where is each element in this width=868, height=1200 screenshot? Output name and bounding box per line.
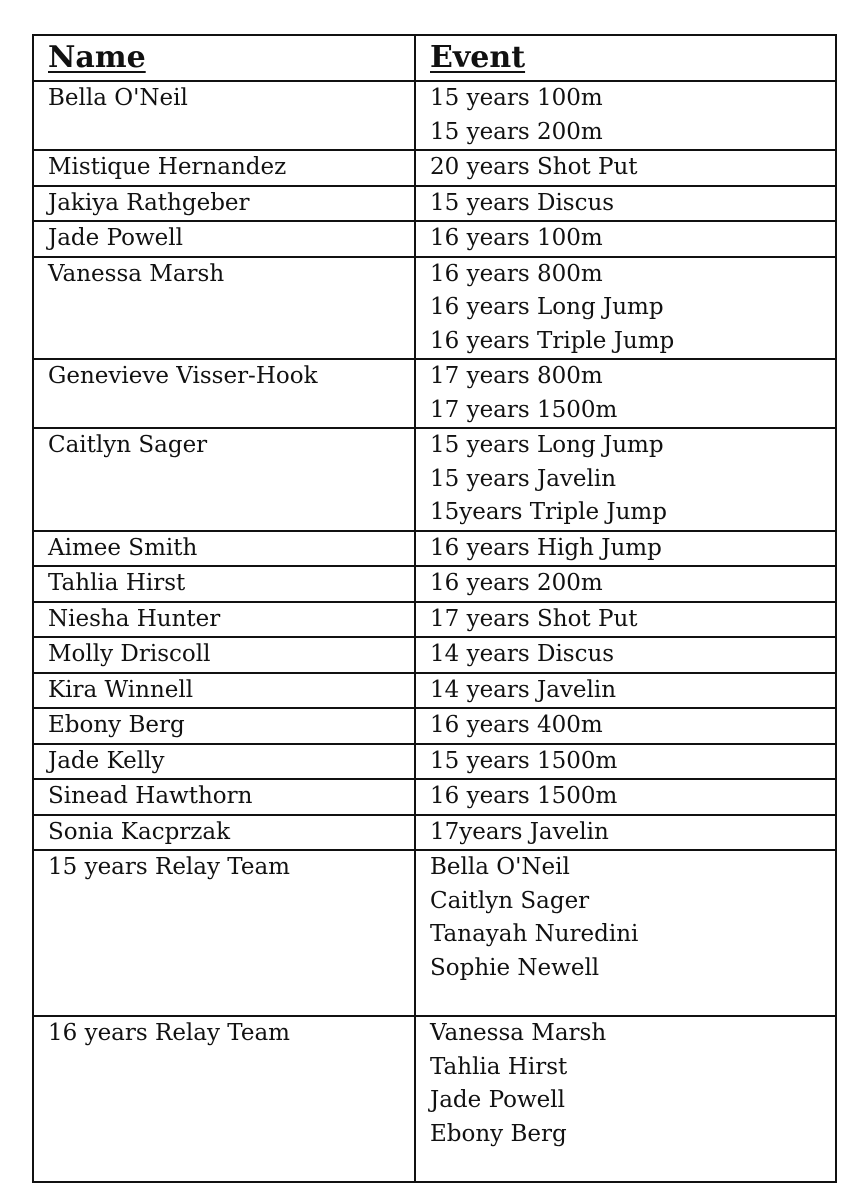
event-cell	[415, 1016, 836, 1182]
athlete-name-cell: 16 years Relay Team	[33, 1016, 415, 1182]
table-row	[33, 150, 836, 186]
athlete-name-cell: Mistique Hernandez	[33, 150, 415, 186]
header-event: Event	[415, 35, 836, 81]
athlete-name-cell: Kira Winnell	[33, 673, 415, 709]
event-cell	[415, 566, 836, 602]
athlete-name-cell: Jade Kelly	[33, 744, 415, 780]
event-line: 16 years Long Jump	[430, 294, 664, 320]
table-row	[33, 81, 836, 150]
table-row	[33, 531, 836, 567]
event-line: Tahlia Hirst	[430, 1053, 568, 1080]
table-row	[33, 744, 836, 780]
table-row	[33, 428, 836, 531]
event-line: 20 years Shot Put	[430, 154, 638, 180]
event-line: 14 years Javelin	[430, 676, 617, 703]
header-row	[33, 35, 836, 81]
athlete-name-cell: Jakiya Rathgeber	[33, 186, 415, 222]
event-line: 16 years 800m	[430, 260, 603, 287]
event-line: 16 years 200m	[430, 570, 603, 596]
event-cell	[415, 850, 836, 1016]
event-line: Jade Powell	[430, 1087, 565, 1113]
athlete-name-cell: Sinead Hawthorn	[33, 779, 415, 815]
table-body	[33, 81, 836, 1182]
table-row	[33, 186, 836, 222]
event-line: Sophie Newell	[430, 954, 600, 981]
header-name: Name	[33, 35, 415, 81]
athlete-name-cell: Caitlyn Sager	[33, 428, 415, 531]
athlete-name-cell: Tahlia Hirst	[33, 566, 415, 602]
athlete-name-cell: Aimee Smith	[33, 531, 415, 567]
athlete-name-cell: 15 years Relay Team	[33, 850, 415, 1016]
event-line: Tanayah Nuredini	[430, 921, 639, 947]
event-cell	[415, 744, 836, 780]
athlete-name-cell: Molly Driscoll	[33, 637, 415, 673]
event-line: 16 years 100m	[430, 225, 603, 251]
event-line: 16 years 1500m	[430, 783, 618, 809]
athlete-name-cell: Niesha Hunter	[33, 602, 415, 638]
table-row	[33, 673, 836, 709]
event-cell	[415, 428, 836, 531]
athlete-name-cell: Ebony Berg	[33, 708, 415, 744]
event-line: 17 years 800m	[430, 363, 603, 389]
event-line: 15 years Discus	[430, 189, 615, 216]
event-cell	[415, 221, 836, 257]
event-line: Vanessa Marsh	[430, 1020, 607, 1046]
athlete-events-table	[32, 34, 837, 1183]
event-line: 17years Javelin	[430, 818, 609, 845]
event-line: Ebony Berg	[430, 1120, 567, 1147]
athlete-name-cell: Bella O'Neil	[33, 81, 415, 150]
table-row	[33, 637, 836, 673]
table-row	[33, 708, 836, 744]
table-row	[33, 566, 836, 602]
event-cell	[415, 815, 836, 851]
table-row	[33, 815, 836, 851]
event-cell	[415, 531, 836, 567]
event-line: Bella O'Neil	[430, 854, 570, 880]
table-row	[33, 359, 836, 428]
event-cell	[415, 186, 836, 222]
event-cell	[415, 602, 836, 638]
event-cell	[415, 637, 836, 673]
table-row	[33, 602, 836, 638]
athlete-name-cell: Vanessa Marsh	[33, 257, 415, 360]
event-line: 17 years Shot Put	[430, 605, 638, 632]
event-line: 16 years High Jump	[430, 534, 662, 561]
table-row	[33, 221, 836, 257]
event-cell	[415, 359, 836, 428]
event-cell	[415, 779, 836, 815]
event-cell	[415, 81, 836, 150]
athlete-name-cell: Sonia Kacprzak	[33, 815, 415, 851]
athlete-name-cell: Genevieve Visser-Hook	[33, 359, 415, 428]
event-line: 15 years Long Jump	[430, 432, 664, 458]
event-line: 15 years 100m	[430, 85, 603, 111]
table-row	[33, 257, 836, 360]
event-line: 15 years 200m	[430, 118, 603, 145]
event-cell	[415, 150, 836, 186]
event-line: 17 years 1500m	[430, 396, 618, 423]
event-cell	[415, 673, 836, 709]
athlete-name-cell: Jade Powell	[33, 221, 415, 257]
table-row	[33, 1016, 836, 1182]
event-line: 14 years Discus	[430, 641, 615, 667]
table-row	[33, 779, 836, 815]
table-row	[33, 850, 836, 1016]
event-line: 15 years Javelin	[430, 465, 617, 492]
event-cell	[415, 257, 836, 360]
event-line: 16 years Triple Jump	[430, 327, 675, 354]
event-line: 15years Triple Jump	[430, 499, 667, 525]
event-line: Caitlyn Sager	[430, 887, 590, 914]
event-cell	[415, 708, 836, 744]
event-line: 16 years 400m	[430, 712, 603, 738]
event-line: 15 years 1500m	[430, 747, 618, 774]
